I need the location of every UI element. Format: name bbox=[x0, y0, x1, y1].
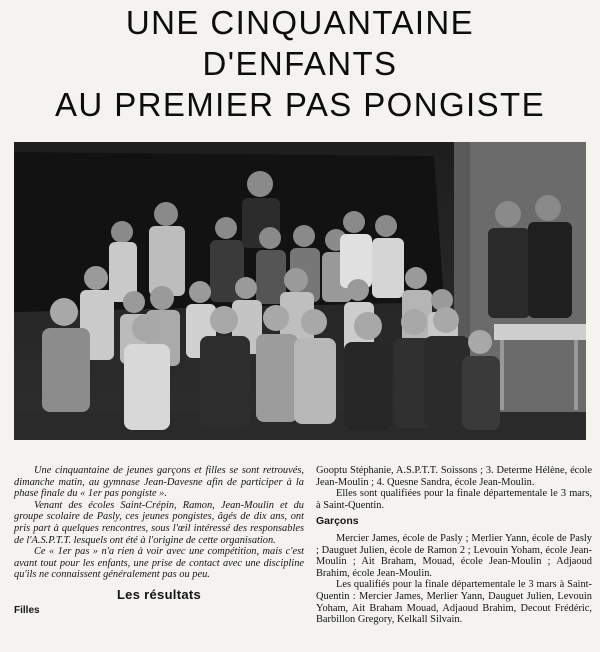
paragraph-schools: Venant des écoles Saint-Crépin, Ramon, Jean-Moulin et du groupe scolaire de Pasly, ces jeunes pongistes, âgés de dix ans, ont pris part à quelques rencontres, sous l'œil intéressé des responsables de l'A.S.P.T.T. lesquels ont été à l'origine de cette organisation. bbox=[14, 499, 304, 546]
girls-qualified: Elles sont qualifiées pour la finale départementale le 3 mars, à Saint-Quentin. bbox=[316, 488, 592, 511]
girls-results: Gooptu Stéphanie, A.S.P.T.T. Soissons ; 3. Determe Hélène, école Jean-Moulin ; 4. Quesne Sandra, école Jean-Moulin. bbox=[316, 465, 592, 488]
paragraph-first-step: Ce « 1er pas » n'a rien à voir avec une compétition, mais c'est avant tout pour les enfants, une prise de contact avec une discipline qu'ils ne connaissent généralement pas ou peu. bbox=[14, 546, 304, 581]
group-photo bbox=[14, 142, 586, 440]
results-heading: Les résultats bbox=[116, 586, 202, 602]
paragraph-intro: Une cinquantaine de jeunes garçons et filles se sont retrouvés, dimanche matin, au gymnase Jean-Davesne afin de participer à la phase finale du « 1er pas pongiste ». bbox=[14, 465, 304, 500]
article-right-column bbox=[316, 465, 592, 626]
headline-line-1: UNE CINQUANTAINE bbox=[125, 4, 475, 41]
headline-line-2: D'ENFANTS bbox=[202, 45, 398, 82]
headline-line-3: AU PREMIER PAS PONGISTE bbox=[54, 86, 545, 123]
group-photo-illustration bbox=[14, 142, 586, 440]
girls-heading: Filles bbox=[14, 604, 40, 616]
article-left-column bbox=[14, 465, 304, 616]
boys-qualified: Les qualifiés pour la finale départementale le 3 mars à Saint-Quentin : Mercier James, Merlier Yann, Dauguet Julien, Levouin Yoham, Ait Braham Mouad, Adjaoud Brahim, Decout Frédéric, Barbillon Gregory, Kelkall Silvain. bbox=[316, 579, 592, 626]
boys-results: Mercier James, école de Pasly ; Merlier Yann, école de Pasly ; Dauguet Julien, école de Ramon 2 ; Levouin Yoham, école Jean-Moulin ; Ait Braham, Mouad, école Jean-Moulin ; Adjaoud Brahim, école Jean-Moulin. bbox=[316, 532, 592, 579]
boys-heading: Garçons bbox=[316, 515, 359, 528]
